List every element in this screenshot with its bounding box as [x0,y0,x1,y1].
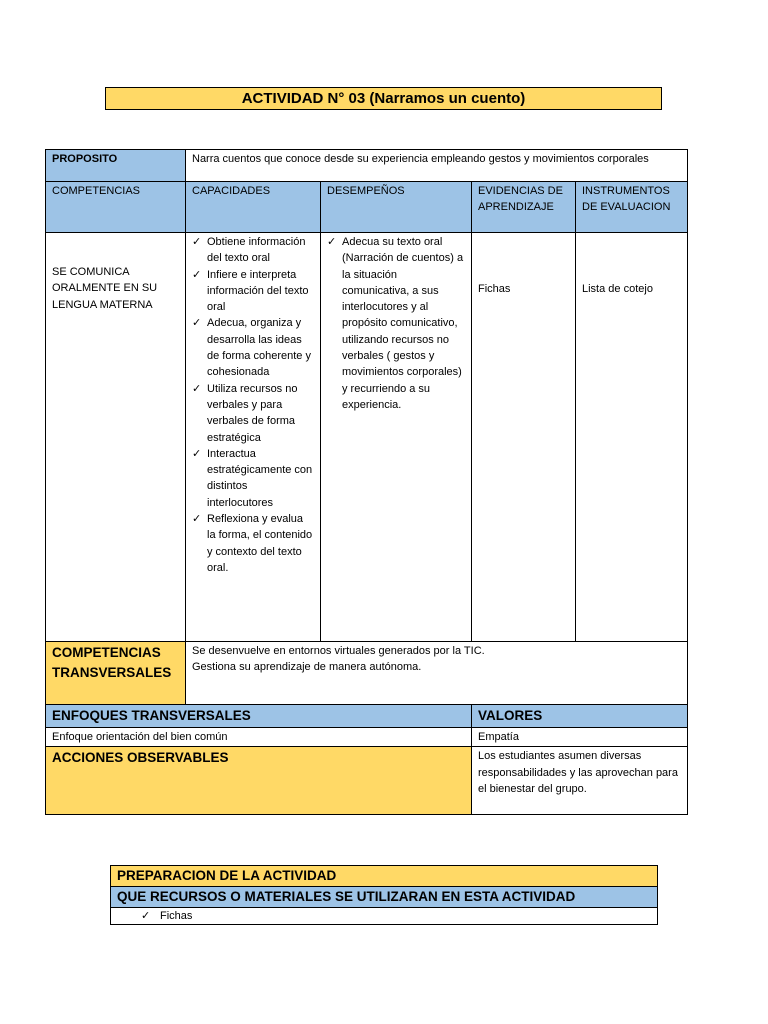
preparacion-table [110,865,658,925]
competencia-text: SE COMUNICA ORALMENTE EN SU LENGUA MATERNA [52,266,158,311]
proposito-text: Narra cuentos que conoce desde su experiencia empleando gestos y movimientos corporales [186,150,688,182]
acciones-text: Los estudiantes asumen diversas responsabilidades y las aprovechan para el bienestar del grupo. [472,747,688,815]
instrumento-text: Lista de cotejo [582,283,653,295]
instrumento-cell [576,233,688,642]
capacidades-list [192,234,314,576]
header-evidencias: EVIDENCIAS DE APRENDIZAJE [472,182,576,233]
recursos-items [141,908,651,924]
enfoques-label: ENFOQUES TRANSVERSALES [46,705,472,728]
evidencia-text: Fichas [478,283,511,295]
competencia-cell [46,233,186,642]
desempeno-list [327,234,465,413]
transversales-cell [186,642,688,705]
evidencia-cell [472,233,576,642]
list-item: ✓ Fichas [141,908,651,924]
list-item: ✓ Obtiene información del texto oral [192,236,306,265]
list-item: ✓ Infiere e interpreta información del texto oral [192,268,309,314]
acciones-label: ACCIONES OBSERVABLES [46,747,472,815]
checkmark-icon: ✓ [192,513,202,526]
valores-label: VALORES [472,705,688,728]
preparacion-title: PREPARACION DE LA ACTIVIDAD [111,866,658,887]
enfoque-text: Enfoque orientación del bien común [46,728,472,747]
proposito-label: PROPOSITO [46,150,186,182]
header-capacidades: CAPACIDADES [186,182,321,233]
header-instrumentos: INSTRUMENTOS DE EVALUACION [576,182,688,233]
checkmark-icon: ✓ [192,268,202,281]
capacidades-cell [186,233,321,642]
header-desempenos: DESEMPEÑOS [321,182,472,233]
list-item: ✓ Adecua, organiza y desarrolla las ideas de forma coherente y cohesionada [192,317,311,379]
list-item: ✓ Interactua estratégicamente con distintos interlocutores [192,447,313,509]
checkmark-icon: ✓ [192,236,202,248]
transversal-line-1: Se desenvuelve en entornos virtuales generados por la TIC. [192,645,485,657]
recursos-title: QUE RECURSOS O MATERIALES SE UTILIZARAN EN ESTA ACTIVIDAD [111,887,658,908]
activity-table [45,149,688,815]
header-competencias: COMPETENCIAS [46,182,186,233]
checkmark-icon: ✓ [192,382,202,395]
checkmark-icon: ✓ [327,236,337,248]
transversales-label: COMPETENCIAS TRANSVERSALES [46,642,186,705]
list-item: ✓ Utiliza recursos no verbales y para verbales de forma estratégica [192,382,298,444]
recursos-list [111,908,658,925]
transversal-line-2: Gestiona su aprendizaje de manera autónoma. [192,661,422,674]
activity-title: ACTIVIDAD N° 03 (Narramos un cuento) [105,87,662,110]
checkmark-icon: ✓ [192,447,202,460]
checkmark-icon: ✓ [141,910,151,922]
list-item: ✓ Adecua su texto oral (Narración de cuentos) a la situación comunicativa, a sus interlocutores y al propósito comunicativo, utilizando recursos no verbales ( gestos y movimientos corporales) y recurriendo a su experiencia. [327,236,464,411]
valor-text: Empatía [472,728,688,747]
checkmark-icon: ✓ [192,317,202,330]
list-item: ✓ Reflexiona y evalua la forma, el contenido y contexto del texto oral. [192,513,313,574]
desempeno-cell [321,233,472,642]
